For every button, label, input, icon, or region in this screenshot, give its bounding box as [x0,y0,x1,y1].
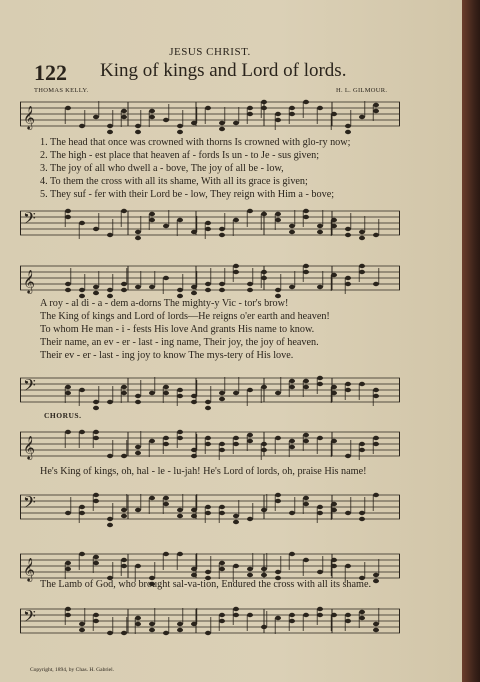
verse-line: Their ev - er - last - ing joy to know The mys-tery of His love. [40,350,294,361]
treble-staff-3 [20,426,400,466]
verse-line: 2. The high - est place that heaven af - fords Is un - to Je - sus given; [40,150,320,161]
verse-line: Their name, an ev - er - last - ing name, Their joy, the joy of heaven. [40,337,319,348]
bass-staff-3 [20,489,400,529]
chorus-line: The Lamb of God, who brought sal-va-tion, Endured the cross with all its shame. [40,579,372,590]
chorus-line: He's King of kings, oh, hal - le - lu-jah! He's Lord of lords, oh, praise His name! [40,466,367,477]
svg-text:𝄞: 𝄞 [23,559,35,581]
hymn-number: 122 [34,60,67,85]
copyright-notice: Copyright, 1894, by Chas. H. Gabriel. [30,667,115,673]
svg-text:𝄢: 𝄢 [23,377,36,399]
verse-line: 3. The joy of all who dwell a - bove, The joy of all be - low, [40,163,284,174]
verse-line: 4. To them the cross with all its shame, With all its grace is given; [40,176,308,187]
verse-line: 5. They suf - fer with their Lord be - low, They reign with Him a - bove; [40,189,335,200]
bass-staff-4 [20,603,400,643]
svg-text:𝄞: 𝄞 [23,271,35,293]
section-title: JESUS CHRIST. [169,46,251,58]
bass-staff-1 [20,205,400,245]
chorus-label: CHORUS. [44,411,82,420]
verse-line: 1. The head that once was crowned with thorns Is crowned with glo-ry now; [40,137,351,148]
svg-text:𝄢: 𝄢 [23,210,36,232]
treble-staff-1 [20,96,400,136]
treble-staff-2 [20,260,400,300]
svg-text:𝄢: 𝄢 [23,494,36,516]
hymn-title: King of kings and Lord of lords. [100,60,347,81]
svg-text:𝄞: 𝄞 [23,437,35,459]
svg-text:𝄞: 𝄞 [23,107,35,129]
verse-line: To whom He man - i - fests His love And grants His name to know. [40,324,315,335]
author-credit: THOMAS KELLY. [34,87,89,94]
svg-text:𝄢: 𝄢 [23,608,36,630]
verse-line: A roy - al di - a - dem a-dorns The mighty-y Vic - tor's brow! [40,298,289,309]
bass-staff-2 [20,372,400,412]
composer-credit: H. L. GILMOUR. [336,87,388,94]
verse-line: The King of kings and Lord of lords—He reigns o'er earth and heaven! [40,311,330,322]
book-spine [462,0,480,682]
